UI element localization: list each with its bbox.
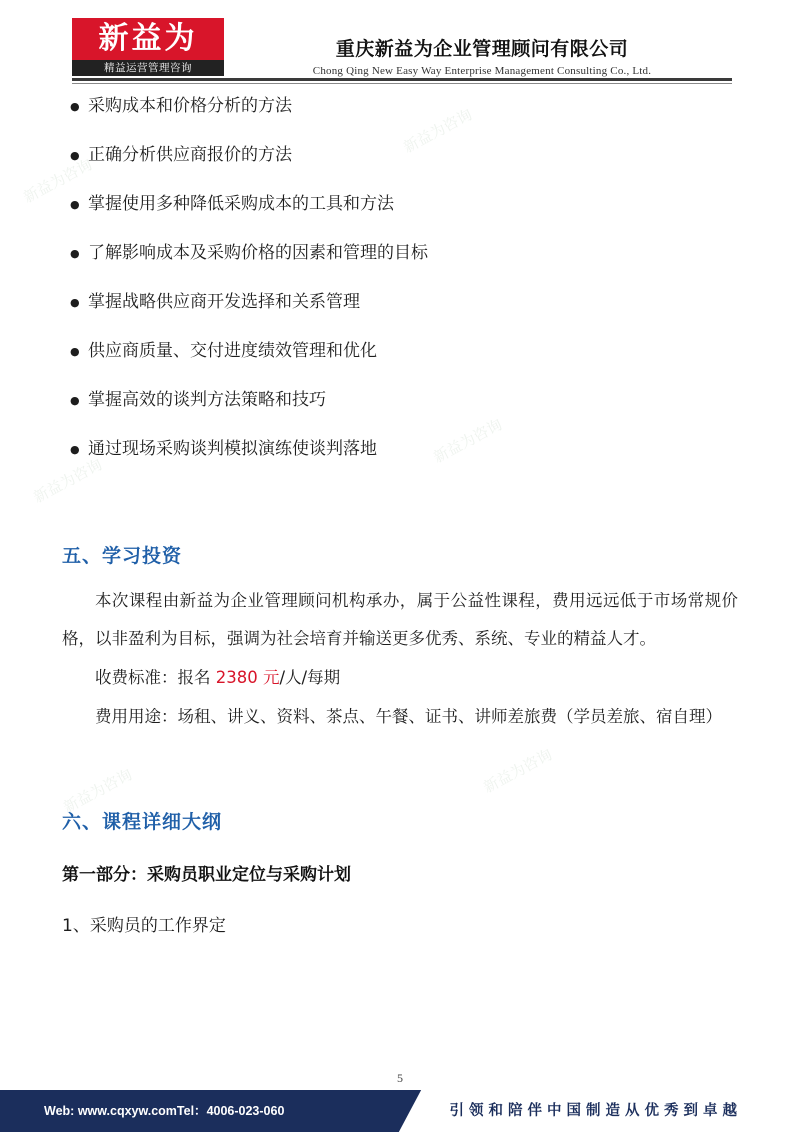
company-name-cn: 重庆新益为企业管理顾问有限公司	[335, 38, 629, 60]
outline-part-title: 第一部分：采购员职业定位与采购计划	[62, 864, 351, 885]
footer-tel-value: 4006-023-060	[206, 1104, 285, 1118]
section-heading-five: 五、学习投资	[62, 544, 183, 567]
header-titles	[232, 34, 732, 77]
footer-left-bar	[0, 1090, 380, 1132]
watermark: 新益为咨询	[480, 745, 556, 797]
list-item: ● 供应商质量、交付进度绩效管理和优化	[70, 340, 738, 363]
header-divider	[72, 78, 732, 81]
footer-tel-label: Tel：	[176, 1104, 207, 1118]
document-body	[62, 95, 738, 936]
fee-usage-line: 费用用途：场租、讲义、资料、茶点、午餐、证书、讲师差旅费（学员差旅、宿自理）	[95, 706, 722, 726]
header-divider-thin	[72, 83, 732, 84]
watermark: 新益为咨询	[60, 765, 136, 817]
outline-item: 1、采购员的工作界定	[62, 915, 226, 936]
footer-web-label: Web:	[44, 1104, 75, 1118]
section-heading-six: 六、课程详细大纲	[62, 810, 223, 833]
section-five-paragraph: 本次课程由新益为企业管理顾问机构承办，属于公益性课程，费用远远低于市场常规价格，以非盈利为目标，强调为社会培育并输送更多优秀、系统、专业的精益人才。	[62, 590, 738, 649]
footer-contact	[0, 1090, 380, 1132]
fee-standard-line	[62, 659, 738, 698]
objectives-list	[62, 95, 738, 461]
company-name-en: Chong Qing New Easy Way Enterprise Management Consulting Co., Ltd.	[312, 65, 652, 77]
list-item: ● 掌握使用多种降低采购成本的工具和方法	[70, 193, 738, 216]
watermark: 新益为咨询	[30, 455, 106, 507]
logo-text: 新益为	[72, 18, 224, 60]
page-number: 5	[397, 1071, 403, 1085]
company-logo	[72, 18, 224, 76]
list-item: ● 掌握高效的谈判方法策略和技巧	[70, 389, 738, 412]
logo-subtitle: 精益运营管理咨询	[72, 60, 224, 76]
list-item: ● 掌握战略供应商开发选择和关系管理	[70, 291, 738, 314]
fee-amount: 2380 元	[215, 668, 280, 688]
watermark: 新益为咨询	[400, 105, 476, 157]
footer-slogan: 引领和陪伴中国制造从优秀到卓越	[449, 1103, 742, 1119]
list-item: ● 了解影响成本及采购价格的因素和管理的目标	[70, 242, 738, 265]
fee-unit: /人/每期	[279, 668, 341, 688]
document-footer	[0, 1090, 800, 1132]
fee-label: 收费标准：报名	[95, 668, 216, 688]
list-item: ● 通过现场采购谈判模拟演练使谈判落地	[70, 438, 738, 461]
document-header	[72, 18, 732, 80]
list-item: ● 采购成本和价格分析的方法	[70, 95, 738, 118]
watermark: 新益为咨询	[430, 415, 506, 467]
footer-web-value[interactable]: www.cqxyw.com	[77, 1104, 177, 1118]
list-item: ● 正确分析供应商报价的方法	[70, 144, 738, 167]
watermark: 新益为咨询	[20, 155, 96, 207]
